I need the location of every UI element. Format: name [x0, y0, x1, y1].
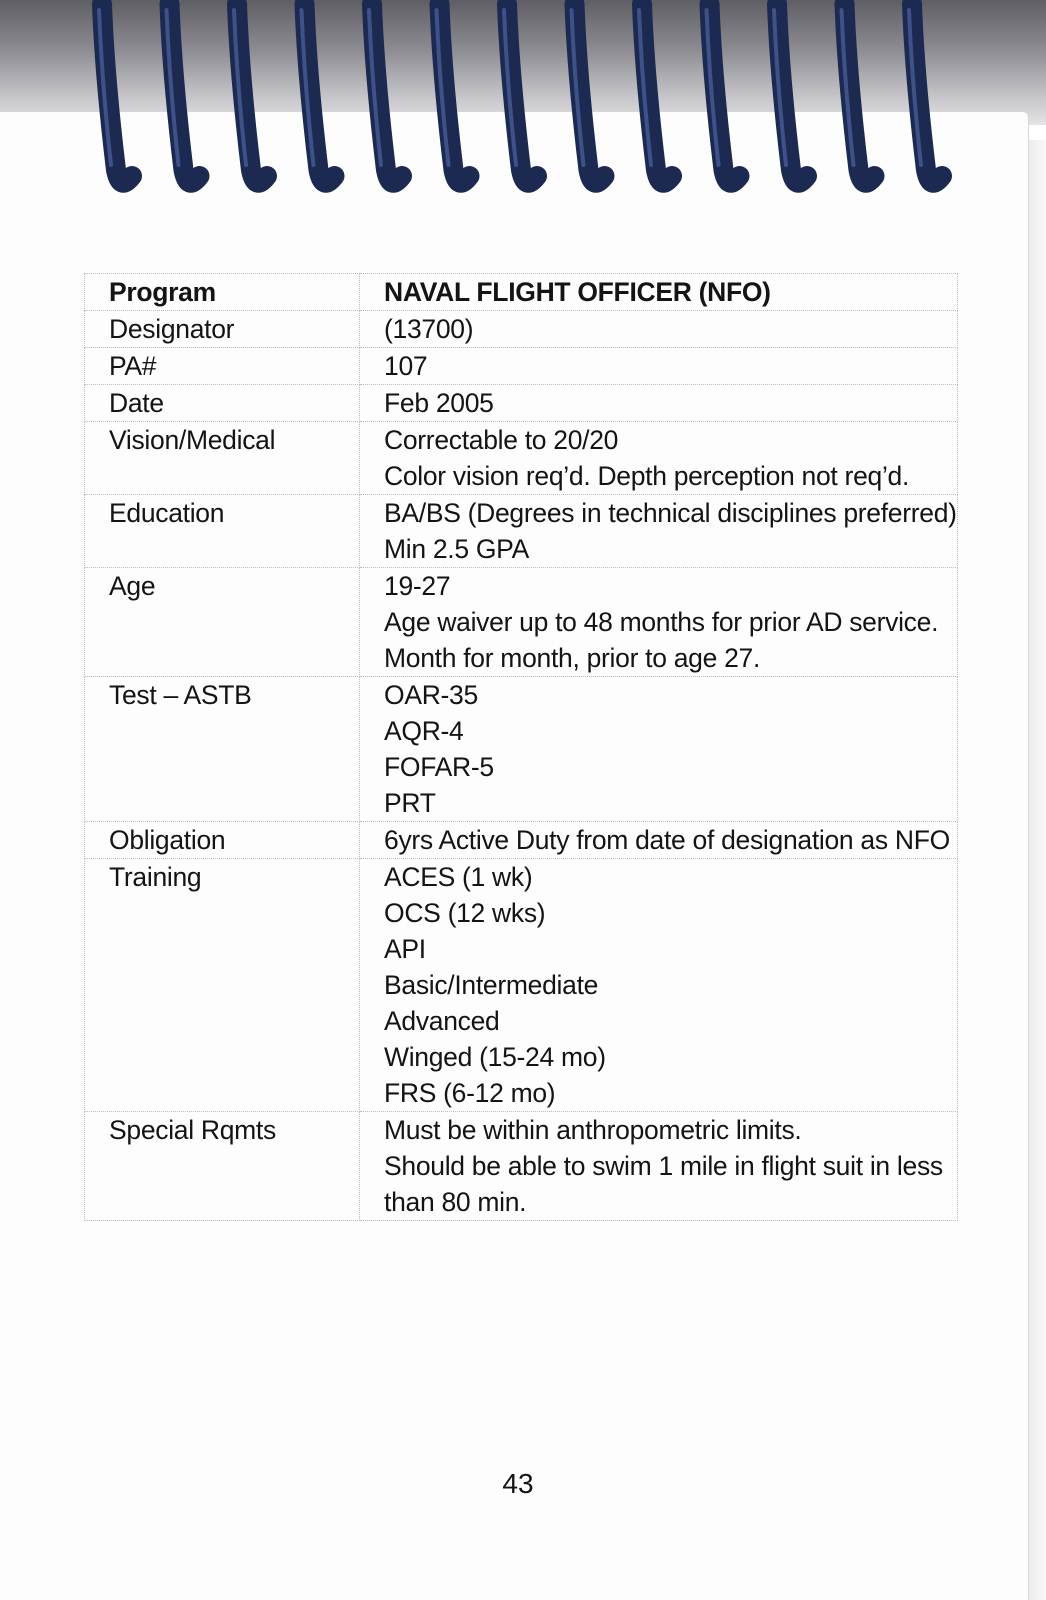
row-label-cell: [85, 495, 360, 568]
row-label: Date: [109, 388, 164, 418]
row-value-line: Age waiver up to 48 months for prior AD service.: [384, 607, 939, 637]
coil-loop: [237, 4, 267, 183]
row-value-line: FRS (6-12 mo): [384, 1078, 556, 1108]
row-label-cell: [85, 348, 360, 385]
row-value-line: Color vision req’d. Depth perception not req’d.: [384, 461, 910, 491]
row-value-line: OAR-35: [384, 680, 478, 710]
row-label: Age: [109, 571, 156, 601]
row-label: Special Rqmts: [109, 1115, 276, 1145]
row-value-line: 107: [384, 351, 428, 381]
page-number: 43: [502, 1468, 534, 1499]
row-label-cell: [85, 385, 360, 422]
row-value-line: Must be within anthropometric limits.: [384, 1115, 802, 1145]
row-value-line: Month for month, prior to age 27.: [384, 643, 761, 673]
row-value-cell: [360, 495, 958, 568]
row-value-line: Winged (15-24 mo): [384, 1042, 606, 1072]
row-value-cell: [360, 822, 958, 859]
row-value-cell: [360, 1112, 958, 1221]
coil-loop: [372, 4, 402, 183]
row-value-cell: [360, 422, 958, 495]
program-table: [84, 273, 958, 1221]
row-value-line: 6yrs Active Duty from date of designation as NFO: [384, 825, 950, 855]
coil-loop: [845, 4, 875, 183]
row-value-line: API: [384, 934, 426, 964]
coil-loop: [440, 4, 470, 183]
row-label: Education: [109, 498, 225, 528]
row-label: Training: [109, 862, 202, 892]
coil-loop: [170, 4, 200, 183]
row-label: Vision/Medical: [109, 425, 276, 455]
table-row: [85, 348, 958, 385]
row-value-line: (13700): [384, 314, 474, 344]
row-value-line: PRT: [384, 788, 436, 818]
spiral-binding: [0, 0, 1046, 200]
row-label: PA#: [109, 351, 157, 381]
table-row-header: [85, 274, 958, 311]
table-row: [85, 495, 958, 568]
row-label-cell: [85, 311, 360, 348]
coil-loop: [777, 4, 807, 183]
table-row: [85, 311, 958, 348]
row-value-cell: [360, 677, 958, 822]
row-value-line: Advanced: [384, 1006, 500, 1036]
row-value-line: Feb 2005: [384, 388, 494, 418]
row-label-cell: [85, 568, 360, 677]
table-row: [85, 1112, 958, 1221]
row-value-line: Correctable to 20/20: [384, 425, 619, 455]
coil-loop: [507, 4, 537, 183]
coil-loop: [102, 4, 132, 183]
row-value-line: AQR-4: [384, 716, 464, 746]
table-row: [85, 859, 958, 1112]
row-label: Test – ASTB: [109, 680, 252, 710]
row-value-line: Min 2.5 GPA: [384, 534, 529, 564]
row-label-cell: [85, 822, 360, 859]
page-edge: [1028, 140, 1046, 1600]
row-value-cell: [360, 859, 958, 1112]
coil-loop: [575, 4, 605, 183]
row-label-cell: [85, 422, 360, 495]
row-label-cell: [85, 859, 360, 1112]
row-value-line: 19-27: [384, 571, 451, 601]
header-label: Program: [109, 277, 216, 307]
row-value-cell: [360, 348, 958, 385]
row-value-cell: [360, 311, 958, 348]
coil-loop: [642, 4, 672, 183]
table-row: [85, 422, 958, 495]
row-label-cell: [85, 1112, 360, 1221]
row-value-line: Should be able to swim 1 mile in flight suit in less than 80 min.: [384, 1151, 943, 1217]
row-value-line: BA/BS (Degrees in technical disciplines preferred): [384, 498, 957, 528]
header-label-cell: [85, 274, 360, 311]
table-row: [85, 568, 958, 677]
row-label-cell: [85, 677, 360, 822]
row-value-line: OCS (12 wks): [384, 898, 546, 928]
row-value-line: ACES (1 wk): [384, 862, 533, 892]
coil-loop: [912, 4, 942, 183]
row-value-line: Basic/Intermediate: [384, 970, 599, 1000]
row-value-cell: [360, 568, 958, 677]
table-row: [85, 385, 958, 422]
row-value-line: FOFAR-5: [384, 752, 494, 782]
row-label: Designator: [109, 314, 235, 344]
table-row: [85, 677, 958, 822]
coil-loop: [305, 4, 335, 183]
header-value: NAVAL FLIGHT OFFICER (NFO): [384, 277, 771, 307]
coil-loop: [710, 4, 740, 183]
table-row: [85, 822, 958, 859]
header-value-cell: [360, 274, 958, 311]
row-label: Obligation: [109, 825, 226, 855]
row-value-cell: [360, 385, 958, 422]
